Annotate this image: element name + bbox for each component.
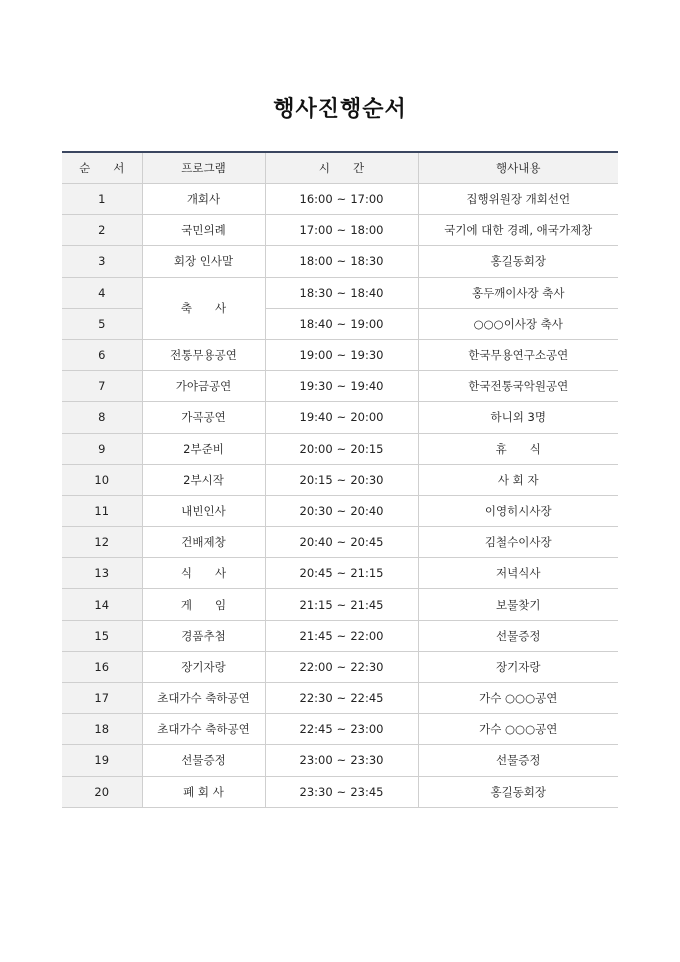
start-time: 22:45 bbox=[299, 722, 333, 737]
content-cell: 집행위원장 개회선언 bbox=[418, 184, 618, 215]
time-cell bbox=[265, 651, 418, 682]
table-row bbox=[62, 495, 618, 526]
time-separator: ~ bbox=[336, 722, 347, 737]
time-cell bbox=[265, 714, 418, 745]
row-number: 1 bbox=[62, 184, 142, 215]
program-cell: 선물증정 bbox=[142, 745, 265, 776]
time-separator: ~ bbox=[336, 566, 347, 581]
table-row bbox=[62, 277, 618, 308]
program-cell: 초대가수 축하공연 bbox=[142, 714, 265, 745]
content-cell: 선물증정 bbox=[418, 745, 618, 776]
end-time: 20:00 bbox=[350, 410, 384, 425]
end-time: 23:45 bbox=[350, 784, 384, 799]
table-row bbox=[62, 683, 618, 714]
table-row bbox=[62, 184, 618, 215]
row-number: 5 bbox=[62, 308, 142, 339]
start-time: 19:00 bbox=[299, 348, 333, 363]
time-separator: ~ bbox=[336, 223, 347, 238]
time-separator: ~ bbox=[336, 285, 347, 300]
row-number: 6 bbox=[62, 339, 142, 370]
content-cell: 홍길동회장 bbox=[418, 246, 618, 277]
time-cell bbox=[265, 589, 418, 620]
start-time: 23:00 bbox=[299, 753, 333, 768]
content-cell: 국기에 대한 경례, 애국가제창 bbox=[418, 215, 618, 246]
time-separator: ~ bbox=[336, 410, 347, 425]
program-cell: 전통무용공연 bbox=[142, 339, 265, 370]
time-cell bbox=[265, 277, 418, 308]
time-separator: ~ bbox=[336, 472, 347, 487]
start-time: 19:30 bbox=[299, 379, 333, 394]
table-row bbox=[62, 620, 618, 651]
content-cell: 사 회 자 bbox=[418, 464, 618, 495]
end-time: 20:15 bbox=[350, 441, 384, 456]
time-separator: ~ bbox=[336, 316, 347, 331]
time-cell bbox=[265, 433, 418, 464]
content-cell: 가수 ○○○공연 bbox=[418, 683, 618, 714]
time-cell bbox=[265, 371, 418, 402]
header-program: 프로그램 bbox=[142, 152, 265, 184]
time-cell bbox=[265, 184, 418, 215]
time-separator: ~ bbox=[336, 691, 347, 706]
table-row bbox=[62, 402, 618, 433]
content-cell: 홍두깨이사장 축사 bbox=[418, 277, 618, 308]
end-time: 19:40 bbox=[350, 379, 384, 394]
content-cell: 저녁식사 bbox=[418, 558, 618, 589]
row-number: 13 bbox=[62, 558, 142, 589]
start-time: 17:00 bbox=[299, 223, 333, 238]
row-number: 7 bbox=[62, 371, 142, 402]
header-time: 시 간 bbox=[265, 152, 418, 184]
end-time: 21:45 bbox=[350, 597, 384, 612]
row-number: 10 bbox=[62, 464, 142, 495]
start-time: 23:30 bbox=[299, 784, 333, 799]
time-separator: ~ bbox=[336, 441, 347, 456]
program-cell: 장기자랑 bbox=[142, 651, 265, 682]
program-cell: 식 사 bbox=[142, 558, 265, 589]
time-cell bbox=[265, 527, 418, 558]
start-time: 18:30 bbox=[299, 285, 333, 300]
time-cell bbox=[265, 464, 418, 495]
schedule-table bbox=[62, 151, 618, 808]
table-row bbox=[62, 776, 618, 807]
content-cell: 보물찾기 bbox=[418, 589, 618, 620]
table-row bbox=[62, 246, 618, 277]
content-cell: 하니외 3명 bbox=[418, 402, 618, 433]
row-number: 12 bbox=[62, 527, 142, 558]
end-time: 23:30 bbox=[350, 753, 384, 768]
time-separator: ~ bbox=[336, 753, 347, 768]
time-cell bbox=[265, 308, 418, 339]
row-number: 18 bbox=[62, 714, 142, 745]
end-time: 21:15 bbox=[350, 566, 384, 581]
row-number: 20 bbox=[62, 776, 142, 807]
time-separator: ~ bbox=[336, 628, 347, 643]
content-cell: 가수 ○○○공연 bbox=[418, 714, 618, 745]
table-row bbox=[62, 464, 618, 495]
start-time: 16:00 bbox=[299, 192, 333, 207]
end-time: 23:00 bbox=[350, 722, 384, 737]
program-cell: 내빈인사 bbox=[142, 495, 265, 526]
end-time: 22:00 bbox=[350, 628, 384, 643]
start-time: 20:45 bbox=[299, 566, 333, 581]
row-number: 8 bbox=[62, 402, 142, 433]
row-number: 19 bbox=[62, 745, 142, 776]
time-cell bbox=[265, 246, 418, 277]
row-number: 14 bbox=[62, 589, 142, 620]
end-time: 20:40 bbox=[350, 503, 384, 518]
program-cell: 건배제창 bbox=[142, 527, 265, 558]
time-separator: ~ bbox=[336, 379, 347, 394]
start-time: 20:00 bbox=[299, 441, 333, 456]
time-cell bbox=[265, 745, 418, 776]
program-cell: 국민의례 bbox=[142, 215, 265, 246]
time-separator: ~ bbox=[336, 348, 347, 363]
table-row bbox=[62, 745, 618, 776]
table-header-row bbox=[62, 152, 618, 184]
content-cell: ○○○이사장 축사 bbox=[418, 308, 618, 339]
header-order: 순 서 bbox=[62, 152, 142, 184]
time-separator: ~ bbox=[336, 784, 347, 799]
program-cell: 가곡공연 bbox=[142, 402, 265, 433]
start-time: 20:15 bbox=[299, 472, 333, 487]
time-cell bbox=[265, 495, 418, 526]
end-time: 18:30 bbox=[350, 254, 384, 269]
program-cell: 개회사 bbox=[142, 184, 265, 215]
content-cell: 홍길동회장 bbox=[418, 776, 618, 807]
table-row bbox=[62, 651, 618, 682]
content-cell: 이영히시사장 bbox=[418, 495, 618, 526]
start-time: 21:15 bbox=[299, 597, 333, 612]
table-row bbox=[62, 339, 618, 370]
content-cell: 휴 식 bbox=[418, 433, 618, 464]
table-row bbox=[62, 558, 618, 589]
row-number: 11 bbox=[62, 495, 142, 526]
start-time: 22:00 bbox=[299, 659, 333, 674]
time-separator: ~ bbox=[336, 503, 347, 518]
time-separator: ~ bbox=[336, 535, 347, 550]
table-row bbox=[62, 371, 618, 402]
end-time: 18:00 bbox=[350, 223, 384, 238]
row-number: 9 bbox=[62, 433, 142, 464]
row-number: 4 bbox=[62, 277, 142, 308]
time-cell bbox=[265, 620, 418, 651]
end-time: 17:00 bbox=[350, 192, 384, 207]
time-cell bbox=[265, 339, 418, 370]
table-row bbox=[62, 589, 618, 620]
start-time: 22:30 bbox=[299, 691, 333, 706]
table-row bbox=[62, 527, 618, 558]
time-separator: ~ bbox=[336, 597, 347, 612]
start-time: 19:40 bbox=[299, 410, 333, 425]
time-cell bbox=[265, 215, 418, 246]
content-cell: 김철수이사장 bbox=[418, 527, 618, 558]
table-row bbox=[62, 433, 618, 464]
end-time: 22:30 bbox=[350, 659, 384, 674]
start-time: 18:40 bbox=[299, 316, 333, 331]
program-cell: 초대가수 축하공연 bbox=[142, 683, 265, 714]
page-title: 행사진행순서 bbox=[273, 97, 407, 122]
time-cell bbox=[265, 558, 418, 589]
start-time: 18:00 bbox=[299, 254, 333, 269]
content-cell: 선물증정 bbox=[418, 620, 618, 651]
time-separator: ~ bbox=[336, 192, 347, 207]
time-cell bbox=[265, 683, 418, 714]
table-row bbox=[62, 714, 618, 745]
schedule-body bbox=[62, 184, 618, 808]
end-time: 18:40 bbox=[350, 285, 384, 300]
end-time: 20:45 bbox=[350, 535, 384, 550]
end-time: 22:45 bbox=[350, 691, 384, 706]
row-number: 17 bbox=[62, 683, 142, 714]
end-time: 19:30 bbox=[350, 348, 384, 363]
row-number: 16 bbox=[62, 651, 142, 682]
content-cell: 한국전통국악원공연 bbox=[418, 371, 618, 402]
time-cell bbox=[265, 776, 418, 807]
program-cell: 2부준비 bbox=[142, 433, 265, 464]
start-time: 20:40 bbox=[299, 535, 333, 550]
table-row bbox=[62, 215, 618, 246]
time-separator: ~ bbox=[336, 254, 347, 269]
content-cell: 장기자랑 bbox=[418, 651, 618, 682]
program-cell: 경품추첨 bbox=[142, 620, 265, 651]
end-time: 19:00 bbox=[350, 316, 384, 331]
end-time: 20:30 bbox=[350, 472, 384, 487]
program-cell: 2부시작 bbox=[142, 464, 265, 495]
start-time: 20:30 bbox=[299, 503, 333, 518]
header-content: 행사내용 bbox=[418, 152, 618, 184]
program-cell: 폐 회 사 bbox=[142, 776, 265, 807]
time-cell bbox=[265, 402, 418, 433]
program-cell: 축 사 bbox=[142, 277, 265, 339]
program-cell: 가야금공연 bbox=[142, 371, 265, 402]
row-number: 15 bbox=[62, 620, 142, 651]
time-separator: ~ bbox=[336, 659, 347, 674]
row-number: 3 bbox=[62, 246, 142, 277]
content-cell: 한국무용연구소공연 bbox=[418, 339, 618, 370]
program-cell: 회장 인사말 bbox=[142, 246, 265, 277]
row-number: 2 bbox=[62, 215, 142, 246]
start-time: 21:45 bbox=[299, 628, 333, 643]
program-cell: 게 임 bbox=[142, 589, 265, 620]
